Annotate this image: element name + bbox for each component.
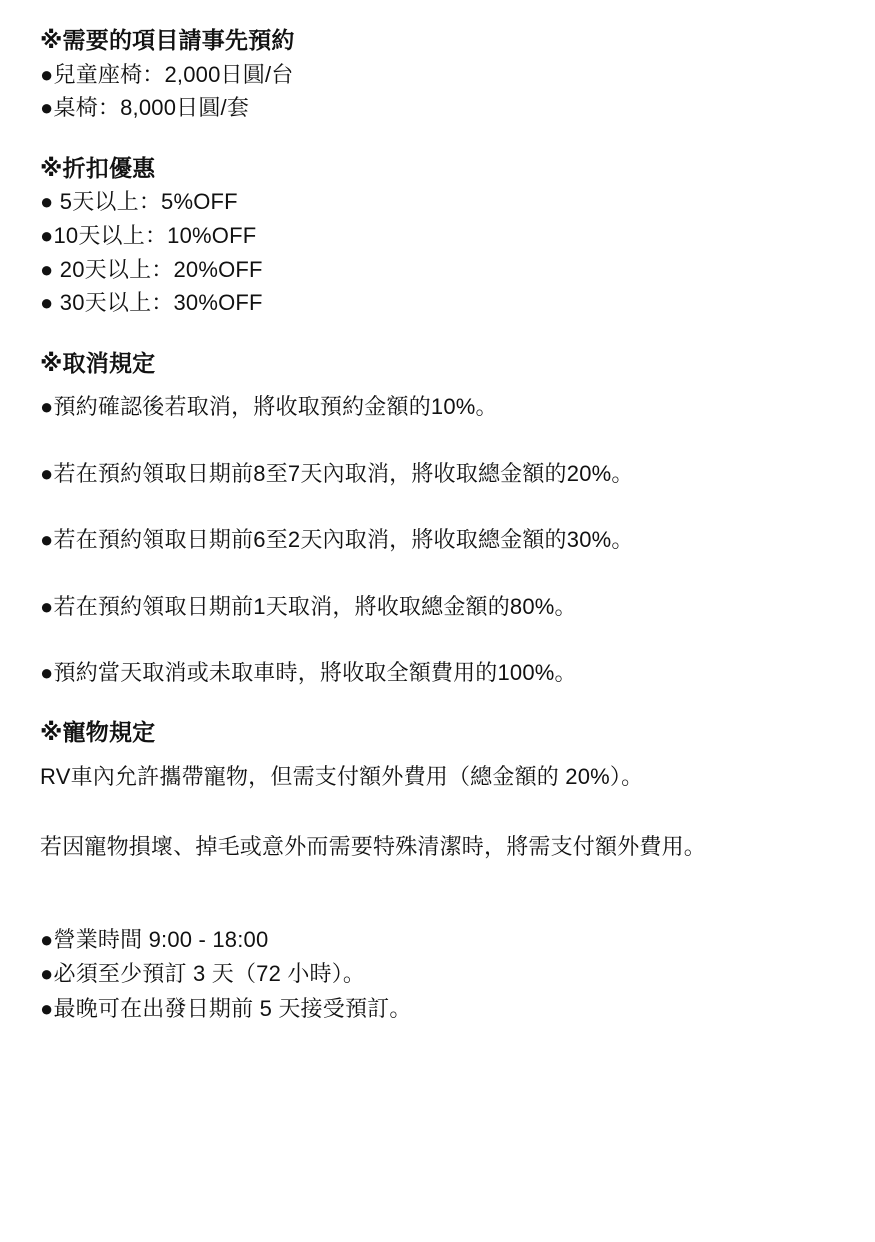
paragraph: 若因寵物損壞、掉毛或意外而需要特殊清潔時，將需支付額外費用。 xyxy=(40,834,707,860)
section-optional-items xyxy=(40,24,835,125)
section-heading-optional-items: ※需要的項目請事先預約 xyxy=(40,27,295,53)
optional-items-list xyxy=(40,59,835,125)
list-item: ● 5天以上：5%OFF xyxy=(40,189,238,215)
spacer xyxy=(40,690,835,716)
list-item: ● 30天以上：30%OFF xyxy=(40,290,263,316)
pets-list xyxy=(40,761,835,864)
section-heading-pets: ※寵物規定 xyxy=(40,718,156,745)
section-discounts xyxy=(40,152,835,320)
discounts-list xyxy=(40,186,835,319)
list-item: ●預約確認後若取消，將收取預約金額的10%。 xyxy=(40,394,498,420)
spacer xyxy=(40,321,835,347)
hours-list xyxy=(40,924,835,1026)
list-item: ●若在預約領取日期前1天取消，將收取總金額的80%。 xyxy=(40,593,577,619)
spacer xyxy=(40,864,835,898)
section-cancellation xyxy=(40,347,835,690)
section-heading-discounts: ※折扣優惠 xyxy=(40,154,156,181)
list-item: ●10天以上：10%OFF xyxy=(40,222,257,248)
paragraph: RV車內允許攜帶寵物，但需支付額外費用（總金額的 20%）。 xyxy=(40,763,644,789)
cancellation-list xyxy=(40,391,835,690)
list-item: ●兒童座椅：2,000日圓/台 xyxy=(40,61,294,87)
list-item: ●桌椅：8,000日圓/套 xyxy=(40,95,250,121)
spacer xyxy=(40,126,835,152)
section-hours xyxy=(40,924,835,1026)
list-item: ●預約當天取消或未取車時，將收取全額費用的100%。 xyxy=(40,660,577,686)
spacer xyxy=(40,751,835,761)
spacer xyxy=(40,381,835,391)
list-item: ●最晚可在出發日期前 5 天接受預訂。 xyxy=(40,995,412,1021)
list-item: ●營業時間 9:00 - 18:00 xyxy=(40,926,269,952)
list-item: ● 20天以上：20%OFF xyxy=(40,256,263,282)
list-item: ●若在預約領取日期前8至7天內取消，將收取總金額的20%。 xyxy=(40,460,634,486)
section-pets xyxy=(40,716,835,864)
spacer xyxy=(40,898,835,924)
list-item: ●若在預約領取日期前6至2天內取消，將收取總金額的30%。 xyxy=(40,527,634,553)
list-item: ●必須至少預訂 3 天（72 小時）。 xyxy=(40,961,366,987)
section-heading-cancellation: ※取消規定 xyxy=(40,349,156,376)
